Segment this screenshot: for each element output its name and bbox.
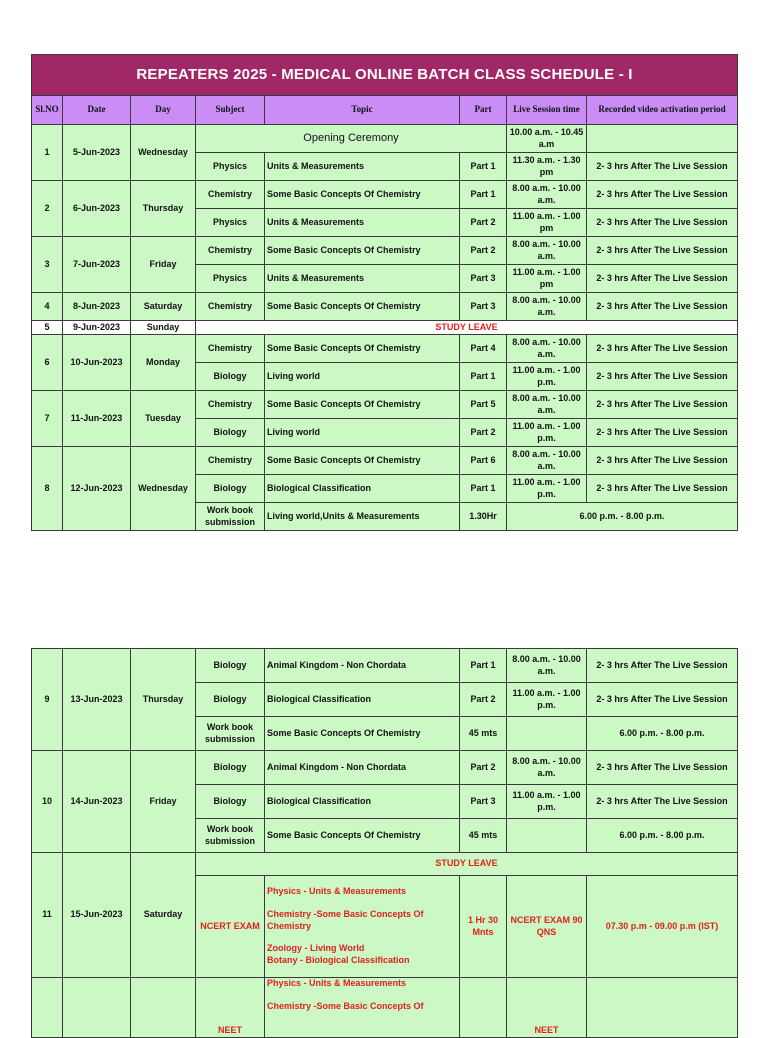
header-topic: Topic [265, 96, 460, 125]
table-row [32, 391, 738, 419]
live-time: 11.00 a.m. - 1.00 p.m. [507, 363, 587, 391]
recorded-period: 6.00 p.m. - 8.00 p.m. [587, 717, 738, 751]
sl-no: 2 [32, 181, 63, 237]
recorded-period: 6.00 p.m. - 8.00 p.m. [507, 503, 738, 531]
table-row [32, 853, 738, 876]
part-cell: Part 2 [460, 419, 507, 447]
sl-no: 1 [32, 125, 63, 181]
recorded-period: 2- 3 hrs After The Live Session [587, 475, 738, 503]
recorded-period: 2- 3 hrs After The Live Session [587, 649, 738, 683]
date-cell: 10-Jun-2023 [63, 335, 131, 391]
subject-cell: Biology [196, 751, 265, 785]
subject-cell: Physics [196, 153, 265, 181]
subject-cell: Work book submission [196, 819, 265, 853]
subject-cell: Biology [196, 785, 265, 819]
table-row [32, 237, 738, 265]
part-cell: Part 3 [460, 293, 507, 321]
topic-cell: Some Basic Concepts Of Chemistry [265, 181, 460, 209]
live-time: NCERT EXAM 90 QNS [507, 876, 587, 978]
date-cell: 12-Jun-2023 [63, 447, 131, 531]
sl-no: 4 [32, 293, 63, 321]
day-cell: Friday [131, 751, 196, 853]
table-row [32, 751, 738, 785]
part-cell: Part 1 [460, 181, 507, 209]
part-cell: Part 2 [460, 683, 507, 717]
table-row [32, 181, 738, 209]
recorded-period: 2- 3 hrs After The Live Session [587, 293, 738, 321]
sl-no: 9 [32, 649, 63, 751]
day-cell: Wednesday [131, 447, 196, 531]
date-cell: 9-Jun-2023 [63, 321, 131, 335]
topic-cell: Animal Kingdom - Non Chordata [265, 751, 460, 785]
subject-cell: Work book submission [196, 503, 265, 531]
table-row [32, 293, 738, 321]
day-cell: Tuesday [131, 391, 196, 447]
header-recorded: Recorded video activation period [587, 96, 738, 125]
sl-no: 11 [32, 853, 63, 978]
day-cell: Monday [131, 335, 196, 391]
live-time: 10.00 a.m. - 10.45 a.m [507, 125, 587, 153]
table-row [32, 321, 738, 335]
live-time: 8.00 a.m. - 10.00 a.m. [507, 181, 587, 209]
part-cell: Part 3 [460, 785, 507, 819]
header-subject: Subject [196, 96, 265, 125]
recorded-period: 2- 3 hrs After The Live Session [587, 751, 738, 785]
live-time: 8.00 a.m. - 10.00 a.m. [507, 391, 587, 419]
date-cell: 6-Jun-2023 [63, 181, 131, 237]
subject-cell: Physics [196, 265, 265, 293]
part-cell: Part 1 [460, 363, 507, 391]
subject-cell: Chemistry [196, 447, 265, 475]
subject-cell: Biology [196, 419, 265, 447]
live-time: 11.00 a.m. - 1.00 p.m. [507, 419, 587, 447]
live-time: 11.00 a.m. - 1.00 p.m. [507, 683, 587, 717]
part-cell: Part 1 [460, 475, 507, 503]
live-time: 11.00 a.m. - 1.00 p.m. [507, 785, 587, 819]
date-cell: 7-Jun-2023 [63, 237, 131, 293]
day-cell: Wednesday [131, 125, 196, 181]
header-day: Day [131, 96, 196, 125]
live-time [507, 819, 587, 853]
table-row [32, 649, 738, 683]
subject-cell: Physics [196, 209, 265, 237]
sl-no: 7 [32, 391, 63, 447]
live-time: 8.00 a.m. - 10.00 a.m. [507, 335, 587, 363]
recorded-period: 2- 3 hrs After The Live Session [587, 209, 738, 237]
live-time: 11.00 a.m. - 1.00 pm [507, 265, 587, 293]
recorded-period: 6.00 p.m. - 8.00 p.m. [587, 819, 738, 853]
subject-cell: Work book submission [196, 717, 265, 751]
recorded-period: 2- 3 hrs After The Live Session [587, 419, 738, 447]
topic-cell: Living world,Units & Measurements [265, 503, 460, 531]
day-cell: Saturday [131, 293, 196, 321]
topic-cell: Opening Ceremony [196, 125, 507, 153]
subject-cell: Chemistry [196, 293, 265, 321]
part-cell [460, 978, 507, 1038]
live-time: 8.00 a.m. - 10.00 a.m. [507, 649, 587, 683]
day-cell: Saturday [131, 853, 196, 978]
topic-cell: Biological Classification [265, 475, 460, 503]
exam-topic-physics: Physics - Units & Measurements [267, 978, 407, 988]
day-cell: Sunday [131, 321, 196, 335]
subject-cell: Chemistry [196, 237, 265, 265]
live-time: 8.00 a.m. - 10.00 a.m. [507, 293, 587, 321]
exam-topics [265, 978, 460, 1038]
topic-cell: Animal Kingdom - Non Chordata [265, 649, 460, 683]
subject-cell: Chemistry [196, 391, 265, 419]
schedule-title: REPEATERS 2025 - MEDICAL ONLINE BATCH CLASS SCHEDULE - I [32, 55, 738, 96]
date-cell: 8-Jun-2023 [63, 293, 131, 321]
part-cell: 45 mts [460, 717, 507, 751]
live-time: 8.00 a.m. - 10.00 a.m. [507, 447, 587, 475]
part-cell: Part 1 [460, 153, 507, 181]
exam-topic-chemistry: Chemistry -Some Basic Concepts Of Chemistry [267, 908, 424, 931]
recorded-period: 2- 3 hrs After The Live Session [587, 683, 738, 717]
live-time: 11.00 a.m. - 1.00 pm [507, 209, 587, 237]
topic-cell: Some Basic Concepts Of Chemistry [265, 335, 460, 363]
sl-no: 6 [32, 335, 63, 391]
part-cell: Part 2 [460, 237, 507, 265]
recorded-period: 2- 3 hrs After The Live Session [587, 335, 738, 363]
date-cell [63, 978, 131, 1038]
topic-cell: Units & Measurements [265, 265, 460, 293]
topic-cell: Biological Classification [265, 785, 460, 819]
topic-cell: Some Basic Concepts Of Chemistry [265, 391, 460, 419]
recorded-period: 2- 3 hrs After The Live Session [587, 265, 738, 293]
recorded-period: 2- 3 hrs After The Live Session [587, 363, 738, 391]
day-cell: Thursday [131, 181, 196, 237]
date-cell: 15-Jun-2023 [63, 853, 131, 978]
date-cell: 5-Jun-2023 [63, 125, 131, 181]
recorded-period [587, 978, 738, 1038]
part-cell: 1.30Hr [460, 503, 507, 531]
topic-cell: Some Basic Concepts Of Chemistry [265, 717, 460, 751]
schedule-table-page-2 [31, 648, 738, 1038]
recorded-period: 2- 3 hrs After The Live Session [587, 447, 738, 475]
exam-topic-zoology: Zoology - Living World [267, 943, 365, 954]
live-time: NEET [507, 978, 587, 1038]
exam-topic-chemistry: Chemistry -Some Basic Concepts Of [267, 1000, 424, 1011]
header-date: Date [63, 96, 131, 125]
recorded-period: 2- 3 hrs After The Live Session [587, 153, 738, 181]
subject-cell: NCERT EXAM [196, 876, 265, 978]
recorded-period: 2- 3 hrs After The Live Session [587, 237, 738, 265]
live-time: 11.30 a.m. - 1.30 pm [507, 153, 587, 181]
study-leave: STUDY LEAVE [196, 853, 738, 876]
part-cell: Part 6 [460, 447, 507, 475]
sl-no [32, 978, 63, 1038]
topic-cell: Some Basic Concepts Of Chemistry [265, 293, 460, 321]
topic-cell: Living world [265, 363, 460, 391]
topic-cell: Some Basic Concepts Of Chemistry [265, 819, 460, 853]
topic-cell: Some Basic Concepts Of Chemistry [265, 447, 460, 475]
header-live-session: Live Session time [507, 96, 587, 125]
part-cell: Part 4 [460, 335, 507, 363]
live-time: 8.00 a.m. - 10.00 a.m. [507, 237, 587, 265]
topic-cell: Biological Classification [265, 683, 460, 717]
live-time: 11.00 a.m. - 1.00 p.m. [507, 475, 587, 503]
subject-cell: NEET [196, 978, 265, 1038]
header-part: Part [460, 96, 507, 125]
day-cell: Thursday [131, 649, 196, 751]
recorded-period: 2- 3 hrs After The Live Session [587, 785, 738, 819]
topic-cell: Units & Measurements [265, 153, 460, 181]
topic-cell: Units & Measurements [265, 209, 460, 237]
subject-cell: Biology [196, 475, 265, 503]
table-row [32, 447, 738, 475]
date-cell: 14-Jun-2023 [63, 751, 131, 853]
live-time: 8.00 a.m. - 10.00 a.m. [507, 751, 587, 785]
recorded-period [587, 125, 738, 153]
exam-topic-botany: Botany - Biological Classification [267, 955, 410, 966]
schedule-table-page-1 [31, 54, 738, 531]
exam-topic-physics: Physics - Units & Measurements [267, 886, 407, 897]
sl-no: 3 [32, 237, 63, 293]
exam-topics [265, 876, 460, 978]
part-cell: 45 mts [460, 819, 507, 853]
recorded-period: 2- 3 hrs After The Live Session [587, 181, 738, 209]
table-row [32, 978, 738, 1038]
part-cell: Part 2 [460, 209, 507, 237]
sl-no: 5 [32, 321, 63, 335]
part-cell: 1 Hr 30 Mnts [460, 876, 507, 978]
date-cell: 11-Jun-2023 [63, 391, 131, 447]
header-sino: Sl.NO [32, 96, 63, 125]
sl-no: 10 [32, 751, 63, 853]
table-row [32, 125, 738, 153]
part-cell: Part 3 [460, 265, 507, 293]
date-cell: 13-Jun-2023 [63, 649, 131, 751]
subject-cell: Biology [196, 363, 265, 391]
sl-no: 8 [32, 447, 63, 531]
part-cell: Part 1 [460, 649, 507, 683]
day-cell: Friday [131, 237, 196, 293]
part-cell: Part 2 [460, 751, 507, 785]
recorded-period: 07.30 p.m - 09.00 p.m (IST) [587, 876, 738, 978]
day-cell [131, 978, 196, 1038]
subject-cell: Biology [196, 649, 265, 683]
table-row [32, 335, 738, 363]
subject-cell: Chemistry [196, 181, 265, 209]
topic-cell: Some Basic Concepts Of Chemistry [265, 237, 460, 265]
subject-cell: Biology [196, 683, 265, 717]
subject-cell: Chemistry [196, 335, 265, 363]
topic-cell: Living world [265, 419, 460, 447]
study-leave: STUDY LEAVE [196, 321, 738, 335]
recorded-period: 2- 3 hrs After The Live Session [587, 391, 738, 419]
live-time [507, 717, 587, 751]
part-cell: Part 5 [460, 391, 507, 419]
